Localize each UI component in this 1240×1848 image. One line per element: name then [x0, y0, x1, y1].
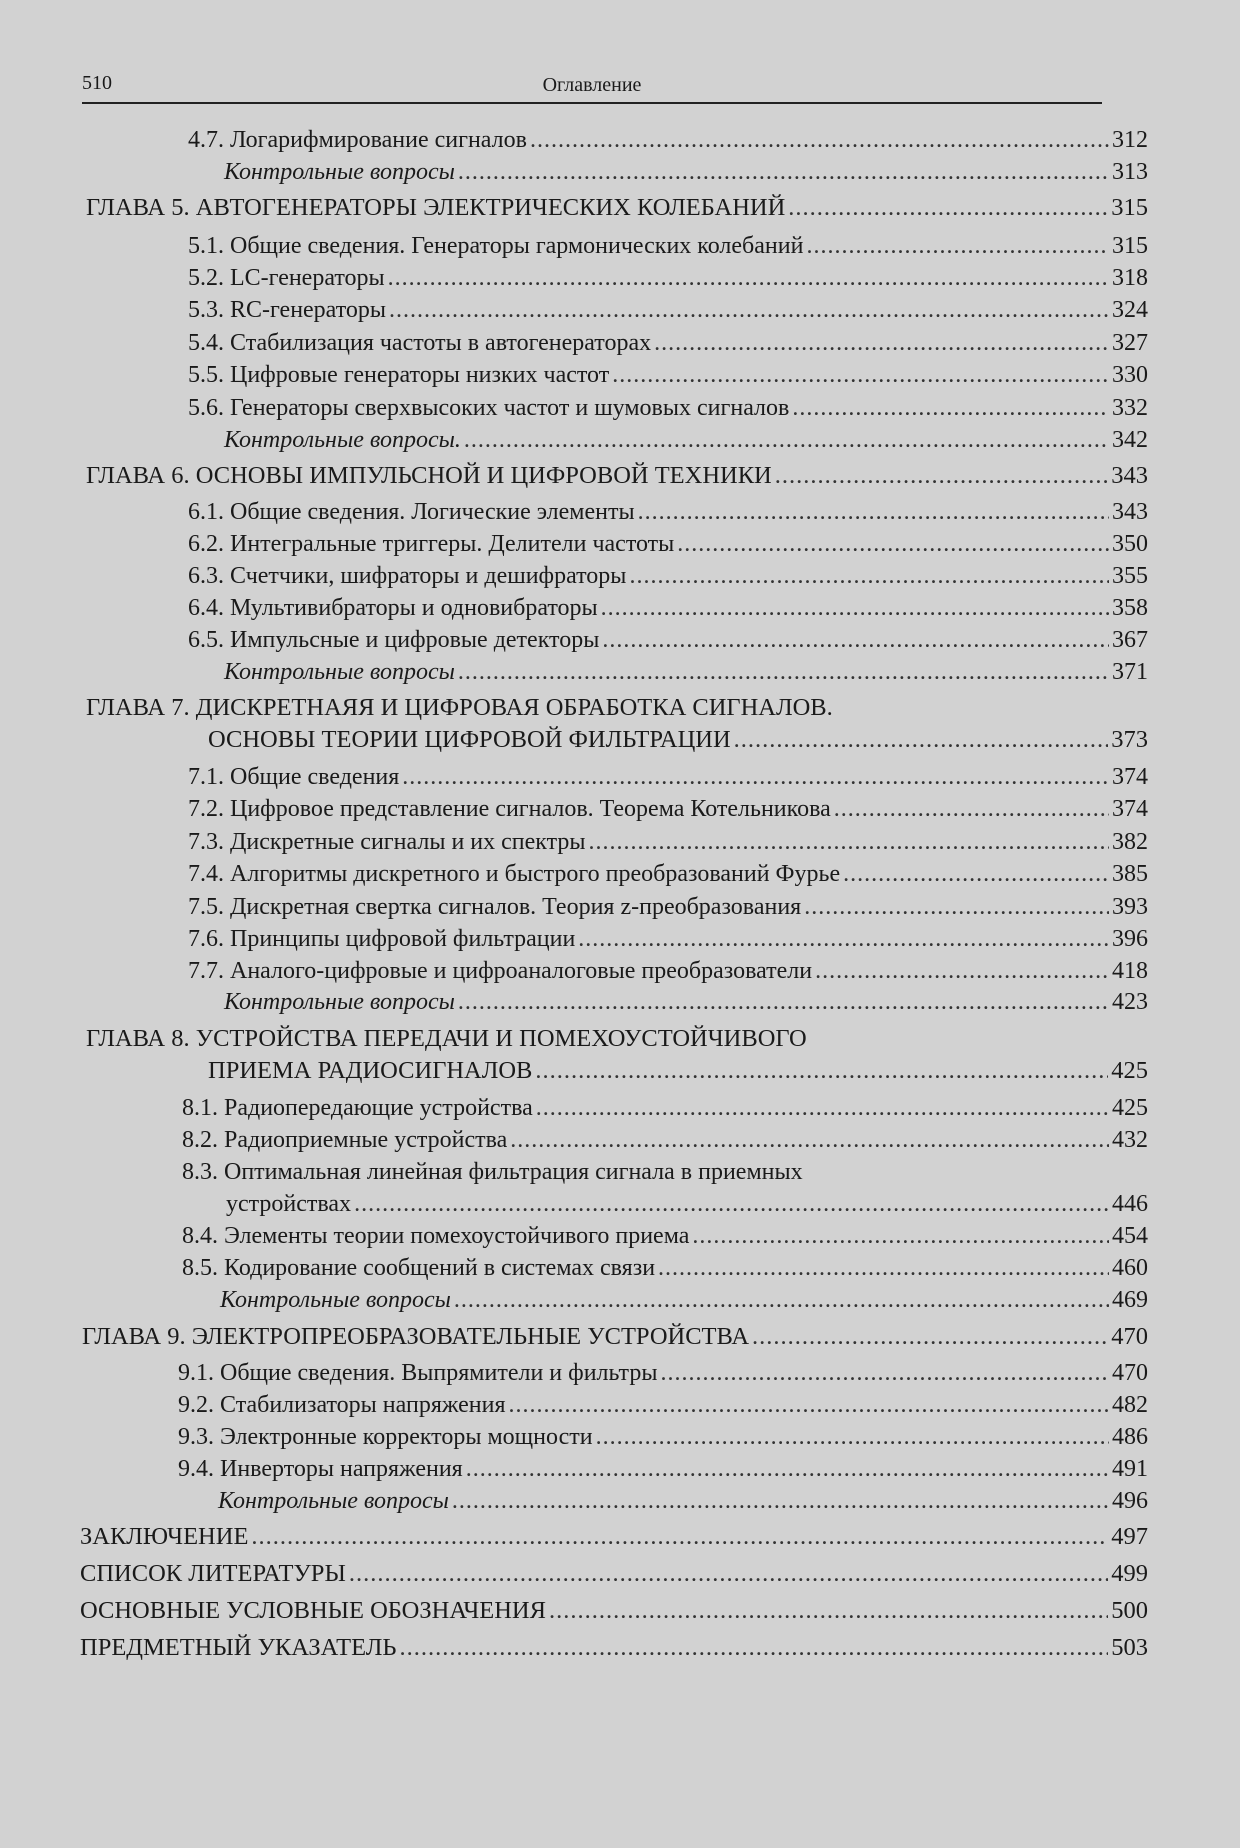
toc-entry: 6.1. Общие сведения. Логические элементы ..... 343 — [188, 497, 1148, 527]
toc-entry-questions: Контрольные вопросы ..... 313 — [224, 157, 1148, 187]
running-title: Оглавление — [542, 74, 642, 96]
toc-chapter-line1: ГЛАВА 7. ДИСКРЕТНАЯЯ И ЦИФРОВАЯ ОБРАБОТКА СИГНАЛОВ. — [86, 694, 833, 721]
toc-section-references: СПИСОК ЛИТЕРАТУРЫ ..... 499 — [80, 1559, 1148, 1589]
toc-chapter: ГЛАВА 6. ОСНОВЫ ИМПУЛЬСНОЙ И ЦИФРОВОЙ ТЕХНИКИ ..... 343 — [86, 461, 1148, 491]
toc-entry: 7.2. Цифровое представление сигналов. Теорема Котельникова ..... 374 — [188, 794, 1148, 824]
toc-entry: 5.1. Общие сведения. Генераторы гармонических колебаний ..... 315 — [188, 231, 1148, 261]
toc-entry: 7.3. Дискретные сигналы и их спектры ..... 382 — [188, 827, 1148, 857]
toc-entry: 9.2. Стабилизаторы напряжения ..... 482 — [178, 1390, 1148, 1420]
toc-entry: 7.4. Алгоритмы дискретного и быстрого преобразований Фурье ..... 385 — [188, 859, 1148, 889]
toc-entry: 6.4. Мультивибраторы и одновибраторы ..... 358 — [188, 593, 1148, 623]
toc-chapter: ГЛАВА 9. ЭЛЕКТРОПРЕОБРАЗОВАТЕЛЬНЫЕ УСТРОЙСТВА ..... 470 — [82, 1322, 1148, 1352]
toc-entry: 6.2. Интегральные триггеры. Делители частоты ..... 350 — [188, 529, 1148, 559]
toc-entry: 7.6. Принципы цифровой фильтрации ..... 396 — [188, 924, 1148, 954]
toc-entry: 5.5. Цифровые генераторы низких частот ..... 330 — [188, 360, 1148, 390]
toc-entry-questions: Контрольные вопросы ..... 371 — [224, 657, 1148, 687]
toc-entry-questions: Контрольные вопросы ..... 496 — [218, 1486, 1148, 1516]
toc-entry: 7.7. Аналого-цифровые и цифроаналоговые преобразователи ..... 418 — [188, 956, 1148, 986]
toc-entry: 5.3. RC-генераторы ..... 324 — [188, 295, 1148, 325]
toc-entry: 7.5. Дискретная свертка сигналов. Теория z-преобразования ..... 393 — [188, 892, 1148, 922]
toc-entry: 8.2. Радиоприемные устройства ..... 432 — [182, 1125, 1148, 1155]
toc-section-notation: ОСНОВНЫЕ УСЛОВНЫЕ ОБОЗНАЧЕНИЯ ..... 500 — [80, 1596, 1148, 1626]
toc-entry-line1: 8.3. Оптимальная линейная фильтрация сигнала в приемных — [182, 1159, 803, 1185]
toc-entry: 7.1. Общие сведения ..... 374 — [188, 762, 1148, 792]
toc-entry-questions: Контрольные вопросы ..... 469 — [220, 1285, 1148, 1315]
toc-entry-questions: Контрольные вопросы. ..... 342 — [224, 425, 1148, 455]
toc-section-conclusion: ЗАКЛЮЧЕНИЕ ..... 497 — [80, 1522, 1148, 1552]
toc-entry: 9.4. Инверторы напряжения ..... 491 — [178, 1454, 1148, 1484]
toc-entry: 9.1. Общие сведения. Выпрямители и фильтры ..... 470 — [178, 1358, 1148, 1388]
toc-entry: 8.5. Кодирование сообщений в системах связи ..... 460 — [182, 1253, 1148, 1283]
toc-chapter: ПРИЕМА РАДИОСИГНАЛОВ ..... 425 — [208, 1056, 1148, 1086]
page-number: 510 — [82, 72, 112, 94]
toc-entry: 6.3. Счетчики, шифраторы и дешифраторы ..... 355 — [188, 561, 1148, 591]
toc-entry: 8.1. Радиопередающие устройства ..... 425 — [182, 1093, 1148, 1123]
toc-section-index: ПРЕДМЕТНЫЙ УКАЗАТЕЛЬ ..... 503 — [80, 1633, 1148, 1663]
toc-entry: 8.4. Элементы теории помехоустойчивого приема ..... 454 — [182, 1221, 1148, 1251]
toc-chapter: ГЛАВА 5. АВТОГЕНЕРАТОРЫ ЭЛЕКТРИЧЕСКИХ КОЛЕБАНИЙ ..... 315 — [86, 193, 1148, 223]
toc-entry: устройствах ..... 446 — [226, 1189, 1148, 1219]
toc-entry: 5.2. LC-генераторы ..... 318 — [188, 263, 1148, 293]
toc-chapter: ОСНОВЫ ТЕОРИИ ЦИФРОВОЙ ФИЛЬТРАЦИИ ..... 373 — [208, 725, 1148, 755]
toc-entry: 9.3. Электронные корректоры мощности ..... 486 — [178, 1422, 1148, 1452]
running-header — [82, 72, 1102, 104]
toc-entry: 6.5. Импульсные и цифровые детекторы ..... 367 — [188, 625, 1148, 655]
toc-entry-questions: Контрольные вопросы ..... 423 — [224, 987, 1148, 1017]
toc-chapter-line1: ГЛАВА 8. УСТРОЙСТВА ПЕРЕДАЧИ И ПОМЕХОУСТОЙЧИВОГО — [86, 1025, 807, 1052]
toc-entry: 4.7. Логарифмирование сигналов ..... 312 — [188, 125, 1148, 155]
toc-entry: 5.4. Стабилизация частоты в автогенераторах ..... 327 — [188, 328, 1148, 358]
toc-entry: 5.6. Генераторы сверхвысоких частот и шумовых сигналов ..... 332 — [188, 393, 1148, 423]
